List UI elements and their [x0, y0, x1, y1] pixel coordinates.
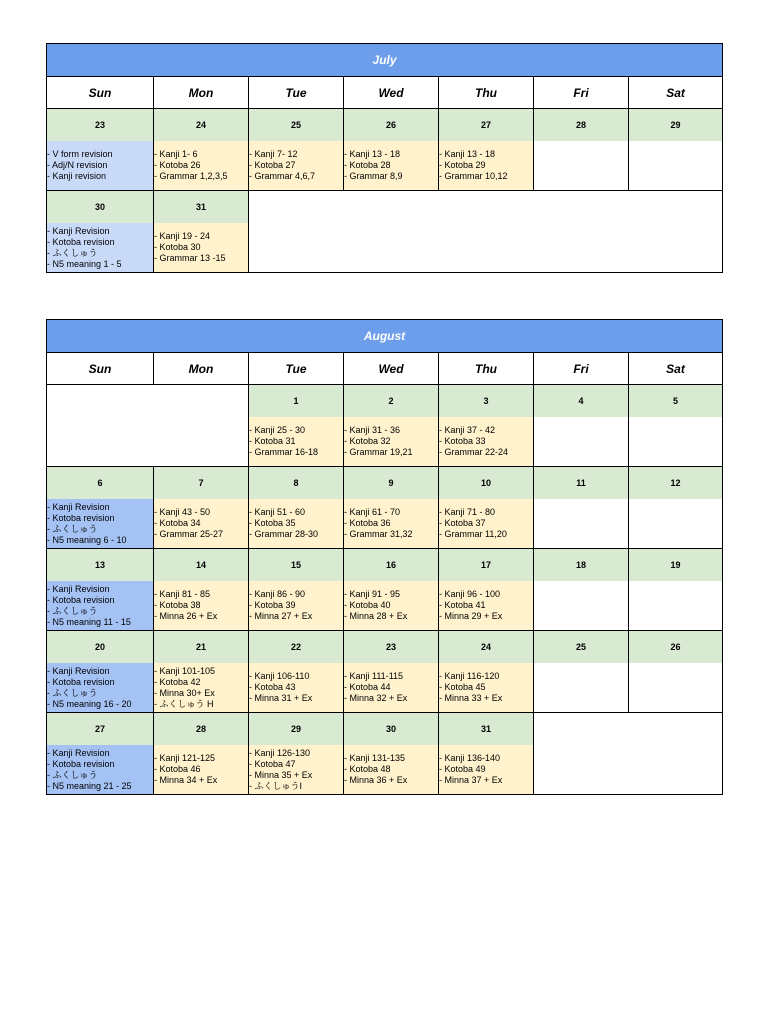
day-number: 25	[534, 631, 629, 664]
day-number: 18	[534, 549, 629, 582]
day-number: 30	[344, 713, 439, 746]
day-of-week-tue: Tue	[249, 77, 344, 109]
day-number: 10	[439, 467, 534, 500]
day-number: 27	[439, 109, 534, 142]
schedule-item: - Minna 33 + Ex	[439, 693, 503, 703]
day-schedule	[534, 499, 629, 549]
day-schedule	[629, 663, 723, 713]
schedule-item: - Kanji 7- 12	[249, 149, 298, 159]
day-number: 30	[47, 191, 154, 224]
schedule-item: - Kotoba 47	[249, 758, 296, 769]
day-schedule	[344, 663, 439, 713]
day-of-week-thu: Thu	[439, 353, 534, 385]
schedule-item: - Kotoba 38	[154, 600, 201, 610]
day-schedule	[249, 745, 344, 795]
day-number: 14	[154, 549, 249, 582]
day-schedule	[47, 499, 154, 549]
day-schedule	[534, 417, 629, 467]
schedule-item: - Minna 31 + Ex	[249, 693, 313, 703]
schedule-item: - Kanji 126-130	[249, 747, 311, 758]
day-schedule	[439, 141, 534, 191]
schedule-item: - Grammar 13 -15	[154, 253, 226, 263]
schedule-item: - Kanji 106-110	[249, 671, 310, 681]
day-of-week-tue: Tue	[249, 353, 344, 385]
schedule-item: - ふくしゅう	[47, 769, 98, 780]
day-of-week-fri: Fri	[534, 77, 629, 109]
schedule-item: - Grammar 16-18	[249, 447, 319, 457]
schedule-item: - Kotoba 42	[154, 676, 201, 687]
schedule-item: - Minna 34 + Ex	[154, 775, 218, 785]
schedule-item: - Kotoba 27	[249, 160, 296, 170]
day-schedule	[154, 581, 249, 631]
schedule-item: - Kanji 116-120	[439, 671, 500, 681]
schedule-item: - Kanji 19 - 24	[154, 231, 211, 241]
day-schedule	[344, 499, 439, 549]
schedule-item: - ふくしゅう	[47, 523, 98, 534]
july-calendar	[46, 43, 723, 273]
day-number: 7	[154, 467, 249, 500]
schedule-item: - Grammar 4,6,7	[249, 171, 316, 181]
schedule-item: - ふくしゅうI	[249, 780, 302, 791]
schedule-item: - N5 meaning 1 - 5	[47, 258, 122, 269]
schedule-item: - Kotoba revision	[47, 676, 115, 687]
day-number: 29	[249, 713, 344, 746]
schedule-item: - Kotoba revision	[47, 236, 115, 247]
august-calendar	[46, 319, 723, 795]
schedule-item: - Kanji 81 - 85	[154, 589, 211, 599]
day-schedule	[344, 417, 439, 467]
day-number: 1	[249, 385, 344, 418]
week-content-row	[47, 141, 723, 191]
day-of-week-sun: Sun	[47, 353, 154, 385]
day-schedule	[439, 581, 534, 631]
day-number: 6	[47, 467, 154, 500]
day-schedule	[154, 745, 249, 795]
day-number: 9	[344, 467, 439, 500]
week-content-row	[47, 499, 723, 549]
day-number: 27	[47, 713, 154, 746]
schedule-item: - Kanji revision	[47, 171, 107, 181]
day-number: 5	[629, 385, 723, 418]
day-schedule	[439, 499, 534, 549]
schedule-item: - Kotoba revision	[47, 758, 115, 769]
schedule-item: - Kotoba 44	[344, 682, 391, 692]
schedule-item: - Kotoba 37	[439, 518, 486, 528]
day-number: 8	[249, 467, 344, 500]
day-number: 19	[629, 549, 723, 582]
week-date-row	[47, 713, 723, 746]
day-schedule	[47, 581, 154, 631]
schedule-item: - Kanji 136-140	[439, 753, 501, 763]
day-schedule	[47, 223, 154, 273]
schedule-item: - Kanji 121-125	[154, 753, 216, 763]
day-schedule	[154, 223, 249, 273]
day-schedule	[154, 663, 249, 713]
schedule-item: - Kanji Revision	[47, 665, 110, 676]
schedule-item: - Kotoba revision	[47, 512, 115, 523]
schedule-item: - Grammar 19,21	[344, 447, 413, 457]
schedule-item: - Grammar 8,9	[344, 171, 403, 181]
schedule-item: - Minna 32 + Ex	[344, 693, 408, 703]
day-schedule	[47, 141, 154, 191]
day-number: 31	[439, 713, 534, 746]
schedule-item: - Kanji 13 - 18	[439, 149, 496, 159]
day-schedule	[629, 417, 723, 467]
day-number: 15	[249, 549, 344, 582]
day-number: 12	[629, 467, 723, 500]
day-schedule	[249, 499, 344, 549]
schedule-item: - Kanji 37 - 42	[439, 425, 496, 435]
day-of-week-mon: Mon	[154, 77, 249, 109]
schedule-item: - Kanji 61 - 70	[344, 507, 401, 517]
schedule-item: - Adj/N revision	[47, 160, 108, 170]
day-schedule	[629, 581, 723, 631]
schedule-item: - N5 meaning 16 - 20	[47, 698, 132, 709]
schedule-item: - Kanji 101-105	[154, 665, 216, 676]
schedule-item: - Minna 26 + Ex	[154, 611, 218, 621]
week-content-row	[47, 663, 723, 713]
schedule-item: - ふくしゅう H	[154, 698, 214, 709]
week-date-row	[47, 109, 723, 142]
day-number: 21	[154, 631, 249, 664]
day-number: 24	[439, 631, 534, 664]
day-number: 4	[534, 385, 629, 418]
month-title-august: August	[47, 320, 723, 353]
day-of-week-sun: Sun	[47, 77, 154, 109]
schedule-item: - Kanji 31 - 36	[344, 425, 401, 435]
schedule-item: - Kanji 91 - 95	[344, 589, 401, 599]
day-number: 3	[439, 385, 534, 418]
week-date-row	[47, 191, 723, 224]
schedule-item: - Kotoba 49	[439, 764, 486, 774]
empty-day-block	[249, 191, 723, 273]
day-number: 26	[629, 631, 723, 664]
schedule-item: - Kotoba 46	[154, 764, 201, 774]
schedule-item: - Minna 36 + Ex	[344, 775, 408, 785]
schedule-item: - Grammar 31,32	[344, 529, 413, 539]
schedule-item: - Minna 30+ Ex	[154, 687, 215, 698]
schedule-item: - Kotoba 48	[344, 764, 391, 774]
schedule-item: - Grammar 22-24	[439, 447, 509, 457]
schedule-item: - N5 meaning 21 - 25	[47, 780, 132, 791]
day-schedule	[154, 499, 249, 549]
schedule-item: - Kanji 1- 6	[154, 149, 198, 159]
schedule-item: - N5 meaning 6 - 10	[47, 534, 127, 545]
day-number: 16	[344, 549, 439, 582]
day-of-week-wed: Wed	[344, 77, 439, 109]
schedule-item: - Kanji 43 - 50	[154, 507, 211, 517]
week-date-row	[47, 467, 723, 500]
day-of-week-mon: Mon	[154, 353, 249, 385]
day-schedule	[534, 581, 629, 631]
schedule-item: - Minna 35 + Ex	[249, 769, 313, 780]
schedule-item: - Kotoba 36	[344, 518, 391, 528]
day-schedule	[344, 581, 439, 631]
schedule-item: - Kanji 13 - 18	[344, 149, 401, 159]
day-schedule	[249, 417, 344, 467]
day-of-week-header	[47, 353, 723, 385]
day-schedule	[154, 141, 249, 191]
day-of-week-sat: Sat	[629, 353, 723, 385]
day-number: 22	[249, 631, 344, 664]
schedule-item: - Grammar 10,12	[439, 171, 508, 181]
schedule-item: - Kanji Revision	[47, 747, 110, 758]
empty-day-block	[534, 713, 723, 795]
schedule-item: - Kanji Revision	[47, 225, 110, 236]
schedule-item: - Minna 27 + Ex	[249, 611, 313, 621]
week-date-row	[47, 549, 723, 582]
day-of-week-thu: Thu	[439, 77, 534, 109]
schedule-item: - Kanji 51 - 60	[249, 507, 306, 517]
day-number: 2	[344, 385, 439, 418]
schedule-item: - Minna 29 + Ex	[439, 611, 503, 621]
day-number: 17	[439, 549, 534, 582]
week-content-row	[47, 581, 723, 631]
empty-day-block	[47, 385, 249, 467]
schedule-item: - Kanji Revision	[47, 501, 110, 512]
schedule-item: - Kotoba 40	[344, 600, 391, 610]
schedule-item: - Kotoba 32	[344, 436, 391, 446]
day-schedule	[344, 745, 439, 795]
month-title-july: July	[47, 44, 723, 77]
day-number: 29	[629, 109, 723, 142]
schedule-item: - Kanji 86 - 90	[249, 589, 306, 599]
day-of-week-fri: Fri	[534, 353, 629, 385]
schedule-item: - N5 meaning 11 - 15	[47, 616, 131, 627]
schedule-item: - Kotoba 33	[439, 436, 486, 446]
schedule-item: - Kanji 71 - 80	[439, 507, 496, 517]
day-number: 20	[47, 631, 154, 664]
day-number: 28	[534, 109, 629, 142]
day-schedule	[439, 663, 534, 713]
day-number: 24	[154, 109, 249, 142]
schedule-item: - Minna 28 + Ex	[344, 611, 408, 621]
schedule-item: - Kotoba 43	[249, 682, 296, 692]
schedule-item: - Kotoba 35	[249, 518, 296, 528]
day-number: 11	[534, 467, 629, 500]
schedule-item: - ふくしゅう	[47, 605, 98, 616]
day-of-week-header	[47, 77, 723, 109]
day-schedule	[629, 141, 723, 191]
day-schedule	[534, 663, 629, 713]
schedule-item: - Kanji 25 - 30	[249, 425, 306, 435]
day-number: 23	[47, 109, 154, 142]
schedule-item: - Kanji Revision	[47, 583, 110, 594]
day-schedule	[629, 499, 723, 549]
schedule-item: - ふくしゅう	[47, 247, 98, 258]
schedule-item: - Grammar 1,2,3,5	[154, 171, 228, 181]
day-number: 31	[154, 191, 249, 224]
day-schedule	[47, 745, 154, 795]
schedule-item: - Kotoba 39	[249, 600, 296, 610]
schedule-item: - Kotoba 28	[344, 160, 391, 170]
week-date-row	[47, 385, 723, 418]
day-schedule	[344, 141, 439, 191]
schedule-item: - Kotoba 45	[439, 682, 486, 692]
schedule-item: - Grammar 11,20	[439, 529, 507, 539]
schedule-item: - Kotoba 31	[249, 436, 296, 446]
schedule-item: - Kotoba 29	[439, 160, 486, 170]
day-schedule	[249, 581, 344, 631]
day-schedule	[439, 745, 534, 795]
day-number: 28	[154, 713, 249, 746]
day-number: 13	[47, 549, 154, 582]
day-schedule	[249, 141, 344, 191]
week-date-row	[47, 631, 723, 664]
day-number: 23	[344, 631, 439, 664]
day-number: 26	[344, 109, 439, 142]
schedule-item: - Kotoba 26	[154, 160, 201, 170]
day-schedule	[534, 141, 629, 191]
schedule-item: - Grammar 25-27	[154, 529, 224, 539]
day-number: 25	[249, 109, 344, 142]
schedule-item: - Kotoba 41	[439, 600, 486, 610]
day-of-week-sat: Sat	[629, 77, 723, 109]
schedule-item: - ふくしゅう	[47, 687, 98, 698]
schedule-item: - Kotoba revision	[47, 594, 115, 605]
schedule-item: - Kanji 111-115	[344, 671, 404, 681]
schedule-item: - Grammar 28-30	[249, 529, 319, 539]
schedule-item: - Kanji 131-135	[344, 753, 406, 763]
schedule-item: - Kanji 96 - 100	[439, 589, 501, 599]
schedule-item: - Kotoba 30	[154, 242, 201, 252]
day-schedule	[249, 663, 344, 713]
schedule-item: - Kotoba 34	[154, 518, 201, 528]
schedule-item: - Minna 37 + Ex	[439, 775, 503, 785]
day-schedule	[47, 663, 154, 713]
schedule-item: - V form revision	[47, 149, 113, 159]
day-schedule	[439, 417, 534, 467]
day-of-week-wed: Wed	[344, 353, 439, 385]
